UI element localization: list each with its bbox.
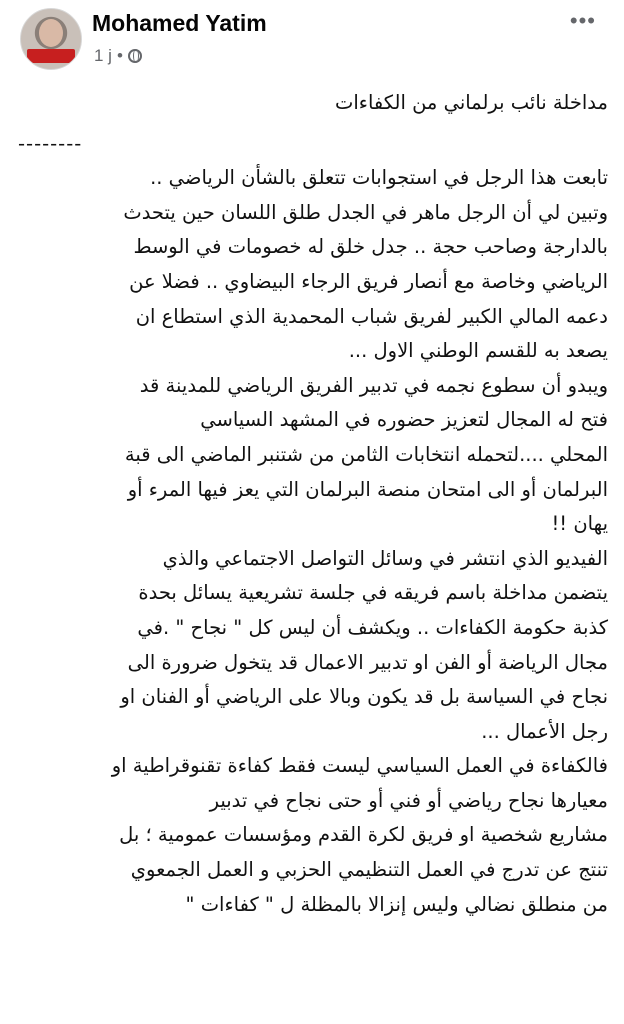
post-title: مداخلة نائب برلماني من الكفاءات [335,91,608,114]
avatar-banner [27,49,75,63]
post-line: تابعت هذا الرجل في استجوابات تتعلق بالشأن الرياضي .. [150,166,608,190]
post-line: من منطلق نضالي وليس إنزالا بالمظلة ل " كفاءات " [185,892,608,916]
post-line: فالكفاءة في العمل السياسي ليست فقط كفاءة تقنوقراطية او [111,754,608,778]
post-divider: -------- [18,131,83,155]
post-line: وتبين لي أن الرجل ماهر في الجدل طلق اللسان حين يتحدث [123,200,608,224]
post-line: يتضمن مداخلة باسم فريقه في جلسة تشريعية يسائل بحدة [138,581,608,605]
post-line: فتح له المجال لتعزيز حضوره في المشهد السياسي [200,408,608,432]
more-options-icon[interactable]: ••• [569,8,596,33]
post-time[interactable]: 1 j [94,46,112,65]
meta-separator: • [116,46,123,65]
author-name[interactable]: Mohamed Yatim [92,10,267,36]
post-line: رجل الأعمال ... [481,719,608,743]
post-line: معيارها نجاح رياضي أو فني أو حتى نجاح في تدبير [209,788,608,812]
post-line: دعمه المالي الكبير لفريق شباب المحمدية الذي استطاع ان [135,304,608,328]
post-header [0,0,624,80]
post-body [18,86,608,922]
post-line: كذبة حكومة الكفاءات .. ويكشف أن ليس كل " نجاح " .في [137,615,608,639]
avatar-face [39,19,63,47]
globe-icon [128,49,142,63]
author-avatar[interactable] [20,8,82,70]
post-line: المحلي ....لتحمله انتخابات الثامن من شتنبر الماضي الى قبة [124,442,608,466]
post-line: بالدارجة وصاحب حجة .. جدل خلق له خصومات في الوسط [133,235,608,259]
post-line: مجال الرياضة أو الفن او تدبير الاعمال قد يتخول ضرورة الى [127,650,608,674]
post-line: مشاريع شخصية او فريق لكرة القدم ومؤسسات عمومية ؛ بل [119,823,608,847]
post-line: نجاح في السياسة بل قد يكون وبالا على الرياضي أو الفنان او [120,685,608,709]
post-line: الرياضي وخاصة مع أنصار فريق الرجاء البيضاوي .. فضلا عن [129,269,608,293]
post-line: الفيديو الذي انتشر في وسائل التواصل الاجتماعي والذي [162,546,608,570]
post-line: يصعد به للقسم الوطني الاول ... [348,339,608,363]
post-line: يهان !! [551,512,608,536]
post-line: ويبدو أن سطوع نجمه في تدبير الفريق الرياضي للمدينة قد [139,373,608,397]
post-line: البرلمان أو الى امتحان منصة البرلمان التي يعز فيها المرء أو [127,477,608,501]
post-meta [94,46,142,66]
post-line: تنتج عن تدرج في العمل التنظيمي الحزبي و العمل الجمعوي [130,858,608,882]
